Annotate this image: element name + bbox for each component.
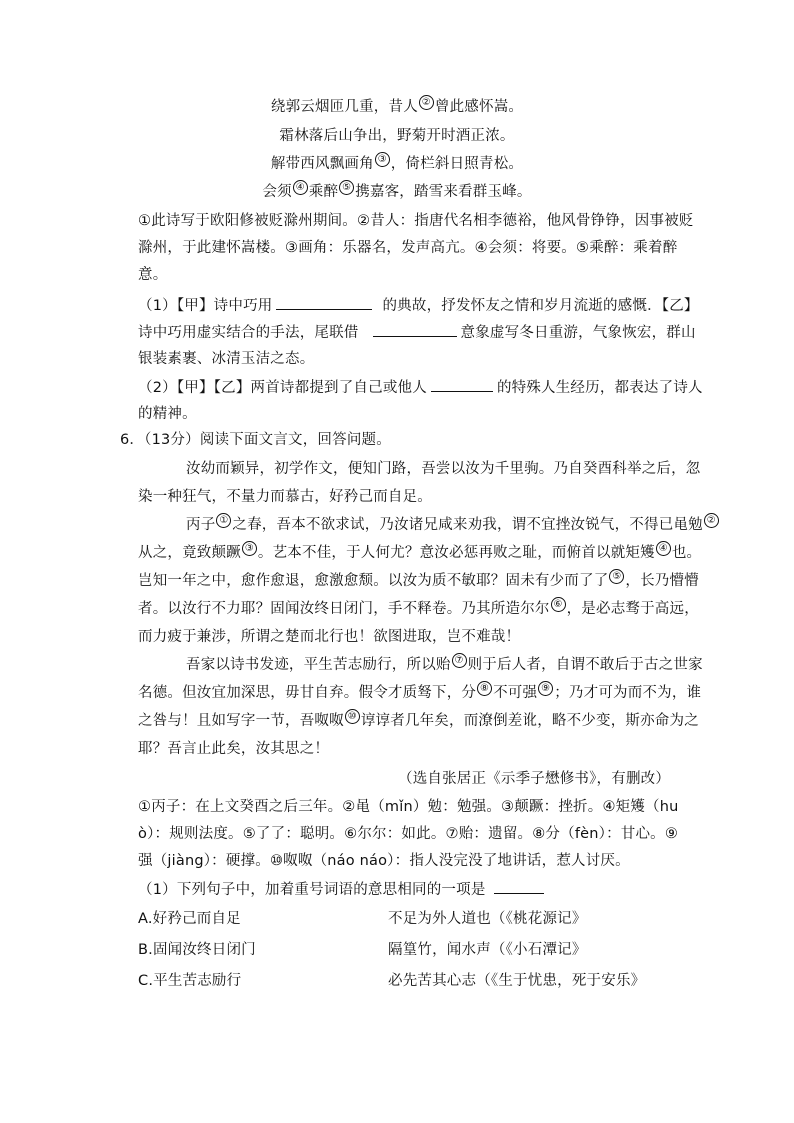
footnote-marker: ⑨ — [538, 681, 553, 696]
passage-text: ，长乃懵懵 — [625, 573, 699, 589]
passage-text: 者。以汝行不力耶？固闻汝终日闭门，手不释卷。乃其所造尔尔 — [138, 601, 550, 617]
poem-text: 解带西风飘画角 — [270, 156, 374, 172]
passage-text: 之春，吾本不欲求试，乃汝诸兄咸来劝我，谓不宜挫汝锐气，不得已黾勉 — [232, 517, 703, 533]
passage-line — [186, 515, 720, 535]
answer-blank[interactable] — [373, 322, 457, 337]
question-text: （1）【甲】诗中巧用 — [138, 298, 273, 314]
footnote-marker: ⑤ — [339, 180, 354, 195]
question-text: （1）下列句子中，加着重号词语的意思相同的一项是 — [138, 882, 486, 898]
passage-line — [138, 683, 701, 703]
passage-line — [186, 655, 703, 675]
poem-note-line: 滁州，于此建怀嵩楼。③画角：乐器名，发声高亢。④会须：将要。⑤乘醉：乘着醉 — [138, 240, 678, 256]
poem-text: 绕郭云烟匝几重，昔人 — [270, 99, 418, 115]
question-text: 意象虚写冬日重游，气象恢宏，群山 — [460, 325, 696, 341]
footnote-marker: ④ — [293, 180, 308, 195]
passage-note-line: 强（jiàng）：硬撑。⑩呶呶（náo náo）：指人没完没了地讲话，惹人讨厌。 — [138, 853, 630, 869]
poem-note-line: ①此诗写于欧阳修被贬滁州期间。②昔人：指唐代名相李德裕，他风骨铮铮，因事被贬 — [138, 213, 694, 229]
passage-text: 丙子 — [186, 517, 216, 533]
passage-text: 从之，竟致颠蹶 — [138, 545, 241, 561]
answer-blank[interactable] — [276, 295, 372, 310]
footnote-marker: ⑦ — [452, 653, 467, 668]
question-6-1 — [138, 879, 548, 900]
question-5-1-line-3: 银装素裹、冰清玉洁之态。 — [138, 351, 315, 367]
question-5-1-line-2 — [138, 322, 696, 343]
footnote-marker: ① — [216, 513, 231, 528]
question-5-2-line-1 — [138, 377, 703, 398]
footnote-marker: ⑩ — [345, 709, 360, 724]
poem-text: 携嘉客，踏雪来看群玉峰。 — [355, 184, 532, 200]
option-b-right: 隔篁竹，闻水声（《小石潭记》 — [388, 942, 587, 958]
passage-text: 谆谆者几年矣，而潦倒差讹，略不少变，斯亦命为之 — [360, 713, 699, 729]
poem-line-3 — [0, 154, 794, 174]
passage-line: 而力疲于兼涉，所谓之楚而北行也！欲图进取，岂不难哉！ — [138, 629, 521, 645]
footnote-marker: ② — [704, 513, 719, 528]
poem-line-1 — [0, 97, 794, 117]
passage-note-line: ①丙子：在上文癸酉之后三年。②黾（mǐn）勉：勉强。③颠蹶：挫折。④矩矱（hu — [138, 799, 679, 815]
footnote-marker: ③ — [242, 541, 257, 556]
poem-note-line: 意。 — [138, 267, 168, 283]
passage-text: 不可强 — [493, 685, 538, 701]
option-c-right: 必先苦其心志（《生于忧患，死于安乐》 — [388, 973, 646, 989]
answer-blank[interactable] — [431, 377, 493, 392]
passage-text: ；乃才可为而不为，谁 — [554, 685, 702, 701]
answer-blank[interactable] — [494, 879, 544, 894]
footnote-marker: ④ — [656, 541, 671, 556]
passage-line — [138, 571, 699, 591]
question-text: 的特殊人生经历，都表达了诗人 — [496, 380, 703, 396]
question-text: 的典故，抒发怀友之情和岁月流逝的感慨．【乙】 — [382, 298, 699, 314]
passage-line: 耶？吾言止此矣，汝其思之！ — [138, 741, 330, 757]
footnote-marker: ② — [419, 95, 434, 110]
passage-text: 岂知一年之中，愈作愈退，愈激愈颓。以汝为质不敏耶？固未有少而了了 — [138, 573, 609, 589]
passage-line — [138, 599, 699, 619]
passage-source: （选自张居正《示季子懋修书》，有删改） — [398, 771, 671, 787]
poem-text: 乘醉 — [308, 184, 339, 200]
footnote-marker: ⑧ — [477, 681, 492, 696]
footnote-marker: ③ — [375, 152, 390, 167]
passage-text: 则于后人者，自谓不敢后于古之世家 — [467, 657, 703, 673]
question-text: 诗中巧用虚实结合的手法，尾联借 — [138, 325, 359, 341]
option-a-left[interactable]: A.好矜己而自足 — [138, 911, 241, 927]
passage-text: ，是必志骛于高远， — [566, 601, 699, 617]
footnote-marker: ⑥ — [551, 597, 566, 612]
option-b-left[interactable]: B.固闻汝终日闭门 — [138, 942, 256, 958]
passage-line — [138, 711, 699, 731]
poem-text: 会须 — [262, 184, 292, 200]
poem-line-4 — [0, 182, 794, 202]
passage-text: 。艺本不佳，于人何尤？意汝必惩再败之耻，而俯首以就矩矱 — [257, 545, 655, 561]
poem-line-2: 霜林落后山争出，野菊开时酒正浓。 — [279, 128, 515, 144]
question-5-2-line-2: 的精神。 — [138, 406, 197, 422]
passage-text: 吾家以诗书发迹，平生苦志励行，所以贻 — [186, 657, 451, 673]
question-6-header: 6．（13分）阅读下面文言文，回答问题。 — [120, 432, 391, 448]
option-c-left[interactable]: C.平生苦志励行 — [138, 973, 242, 989]
poem-text: 曾此感怀嵩。 — [434, 99, 524, 115]
passage-text: 之咎与！且如写字一节，吾呶呶 — [138, 713, 344, 729]
question-text: （2）【甲】【乙】两首诗都提到了自己或他人 — [138, 380, 427, 396]
passage-note-line: ò）：规则法度。⑤了了：聪明。⑥尔尔：如此。⑦贻：遗留。⑧分（fèn）：甘心。⑨ — [138, 826, 679, 842]
passage-line: 染一种狂气，不量力而慕古，好矜己而自足。 — [138, 489, 432, 505]
passage-line — [138, 543, 701, 563]
question-5-1-line-1 — [138, 295, 699, 316]
passage-text: 名德。但汝宜加深思，毋甘自弃。假令才质驽下，分 — [138, 685, 477, 701]
poem-text: ，倚栏斜日照青松。 — [390, 156, 524, 172]
option-a-right: 不足为外人道也（《桃花源记》 — [388, 911, 587, 927]
footnote-marker: ⑤ — [609, 569, 624, 584]
passage-text: 也。 — [671, 545, 702, 561]
passage-line: 汝幼而颖异，初学作文，便知门路，吾尝以汝为千里驹。乃自癸酉科举之后，忽 — [186, 461, 701, 477]
